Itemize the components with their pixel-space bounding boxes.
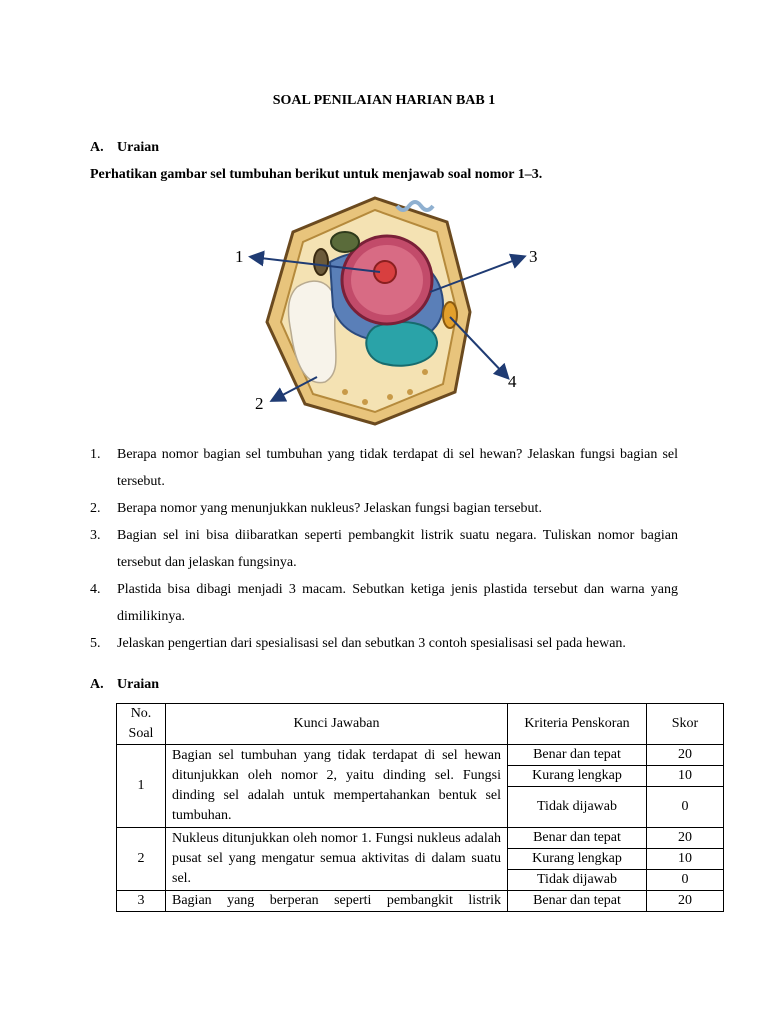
figure-label-1: 1: [235, 247, 244, 266]
criteria-score: 0: [647, 787, 724, 828]
table-header-row: [117, 704, 724, 745]
question-list: [90, 441, 678, 657]
answer-key-table: [116, 703, 724, 912]
page-title: SOAL PENILAIAN HARIAN BAB 1: [272, 93, 496, 108]
criteria-score: 0: [647, 870, 724, 891]
section-label: Uraian: [117, 677, 159, 692]
question-text: Berapa nomor bagian sel tumbuhan yang tidak terdapat di sel hewan? Jelaskan fungsi bagian sel tersebut.: [117, 447, 678, 489]
criteria-label: Tidak dijawab: [508, 787, 647, 828]
criteria-score: 10: [647, 766, 724, 787]
row-number: 1: [117, 745, 166, 828]
figure-label-2: 2: [255, 394, 264, 413]
criteria-score: 20: [647, 828, 724, 849]
header-no-soal: [117, 704, 166, 745]
criteria-score: 20: [647, 745, 724, 766]
question-number: 1.: [90, 447, 101, 462]
row-number: 2: [117, 828, 166, 891]
question-item: [90, 630, 678, 657]
criteria-label: Benar dan tepat: [508, 745, 647, 766]
question-text: Plastida bisa dibagi menjadi 3 macam. Sebutkan ketiga jenis plastida tersebut dan warna yang dimilikinya.: [117, 582, 678, 624]
question-item: [90, 576, 678, 630]
criteria-label: Benar dan tepat: [508, 891, 647, 912]
instruction-text: Perhatikan gambar sel tumbuhan berikut untuk menjawab soal nomor 1–3.: [90, 167, 543, 182]
question-number: 2.: [90, 501, 101, 516]
figure-label-4: 4: [508, 372, 517, 391]
section-heading-uraian: [90, 140, 159, 156]
question-number: 5.: [90, 636, 101, 651]
table-row: [117, 745, 724, 766]
section-heading-uraian-2: [90, 677, 159, 693]
section-letter: A.: [90, 140, 104, 155]
table-row: [117, 828, 724, 849]
question-text: Berapa nomor yang menunjukkan nukleus? Jelaskan fungsi bagian tersebut.: [117, 501, 542, 516]
figure-label-3: 3: [529, 247, 538, 266]
criteria-label: Tidak dijawab: [508, 870, 647, 891]
row-answer-key: Bagian sel tumbuhan yang tidak terdapat di sel hewan ditunjukkan oleh nomor 2, yaitu dinding sel. Fungsi dinding sel adalah untuk mempertahankan bentuk sel tumbuhan.: [166, 745, 508, 828]
row-answer-key: Bagian yang berperan seperti pembangkit listrik: [166, 891, 508, 912]
row-answer-key: Nukleus ditunjukkan oleh nomor 1. Fungsi nukleus adalah pusat sel yang mengatur semua aktivitas di dalam suatu sel.: [166, 828, 508, 891]
plant-cell-illustration: [225, 192, 555, 432]
question-item: [90, 441, 678, 495]
question-number: 4.: [90, 582, 101, 597]
section-label: Uraian: [117, 140, 159, 155]
criteria-label: Benar dan tepat: [508, 828, 647, 849]
plant-cell-figure: [225, 192, 555, 432]
header-kriteria: Kriteria Penskoran: [508, 704, 647, 745]
question-item: [90, 495, 678, 522]
criteria-score: 20: [647, 891, 724, 912]
question-item: [90, 522, 678, 576]
header-kunci-jawaban: Kunci Jawaban: [166, 704, 508, 745]
section-letter: A.: [90, 677, 104, 692]
question-text: Bagian sel ini bisa diibaratkan seperti pembangkit listrik suatu negara. Tuliskan nomor bagian tersebut dan jelaskan fungsinya.: [117, 528, 678, 570]
header-no-line2: Soal: [128, 726, 154, 741]
question-number: 3.: [90, 528, 101, 543]
row-number: 3: [117, 891, 166, 912]
question-text: Jelaskan pengertian dari spesialisasi sel dan sebutkan 3 contoh spesialisasi sel pada hewan.: [117, 636, 626, 651]
criteria-label: Kurang lengkap: [508, 849, 647, 870]
header-no-line1: No.: [130, 706, 152, 721]
header-skor: Skor: [647, 704, 724, 745]
criteria-label: Kurang lengkap: [508, 766, 647, 787]
table-row: [117, 891, 724, 912]
criteria-score: 10: [647, 849, 724, 870]
